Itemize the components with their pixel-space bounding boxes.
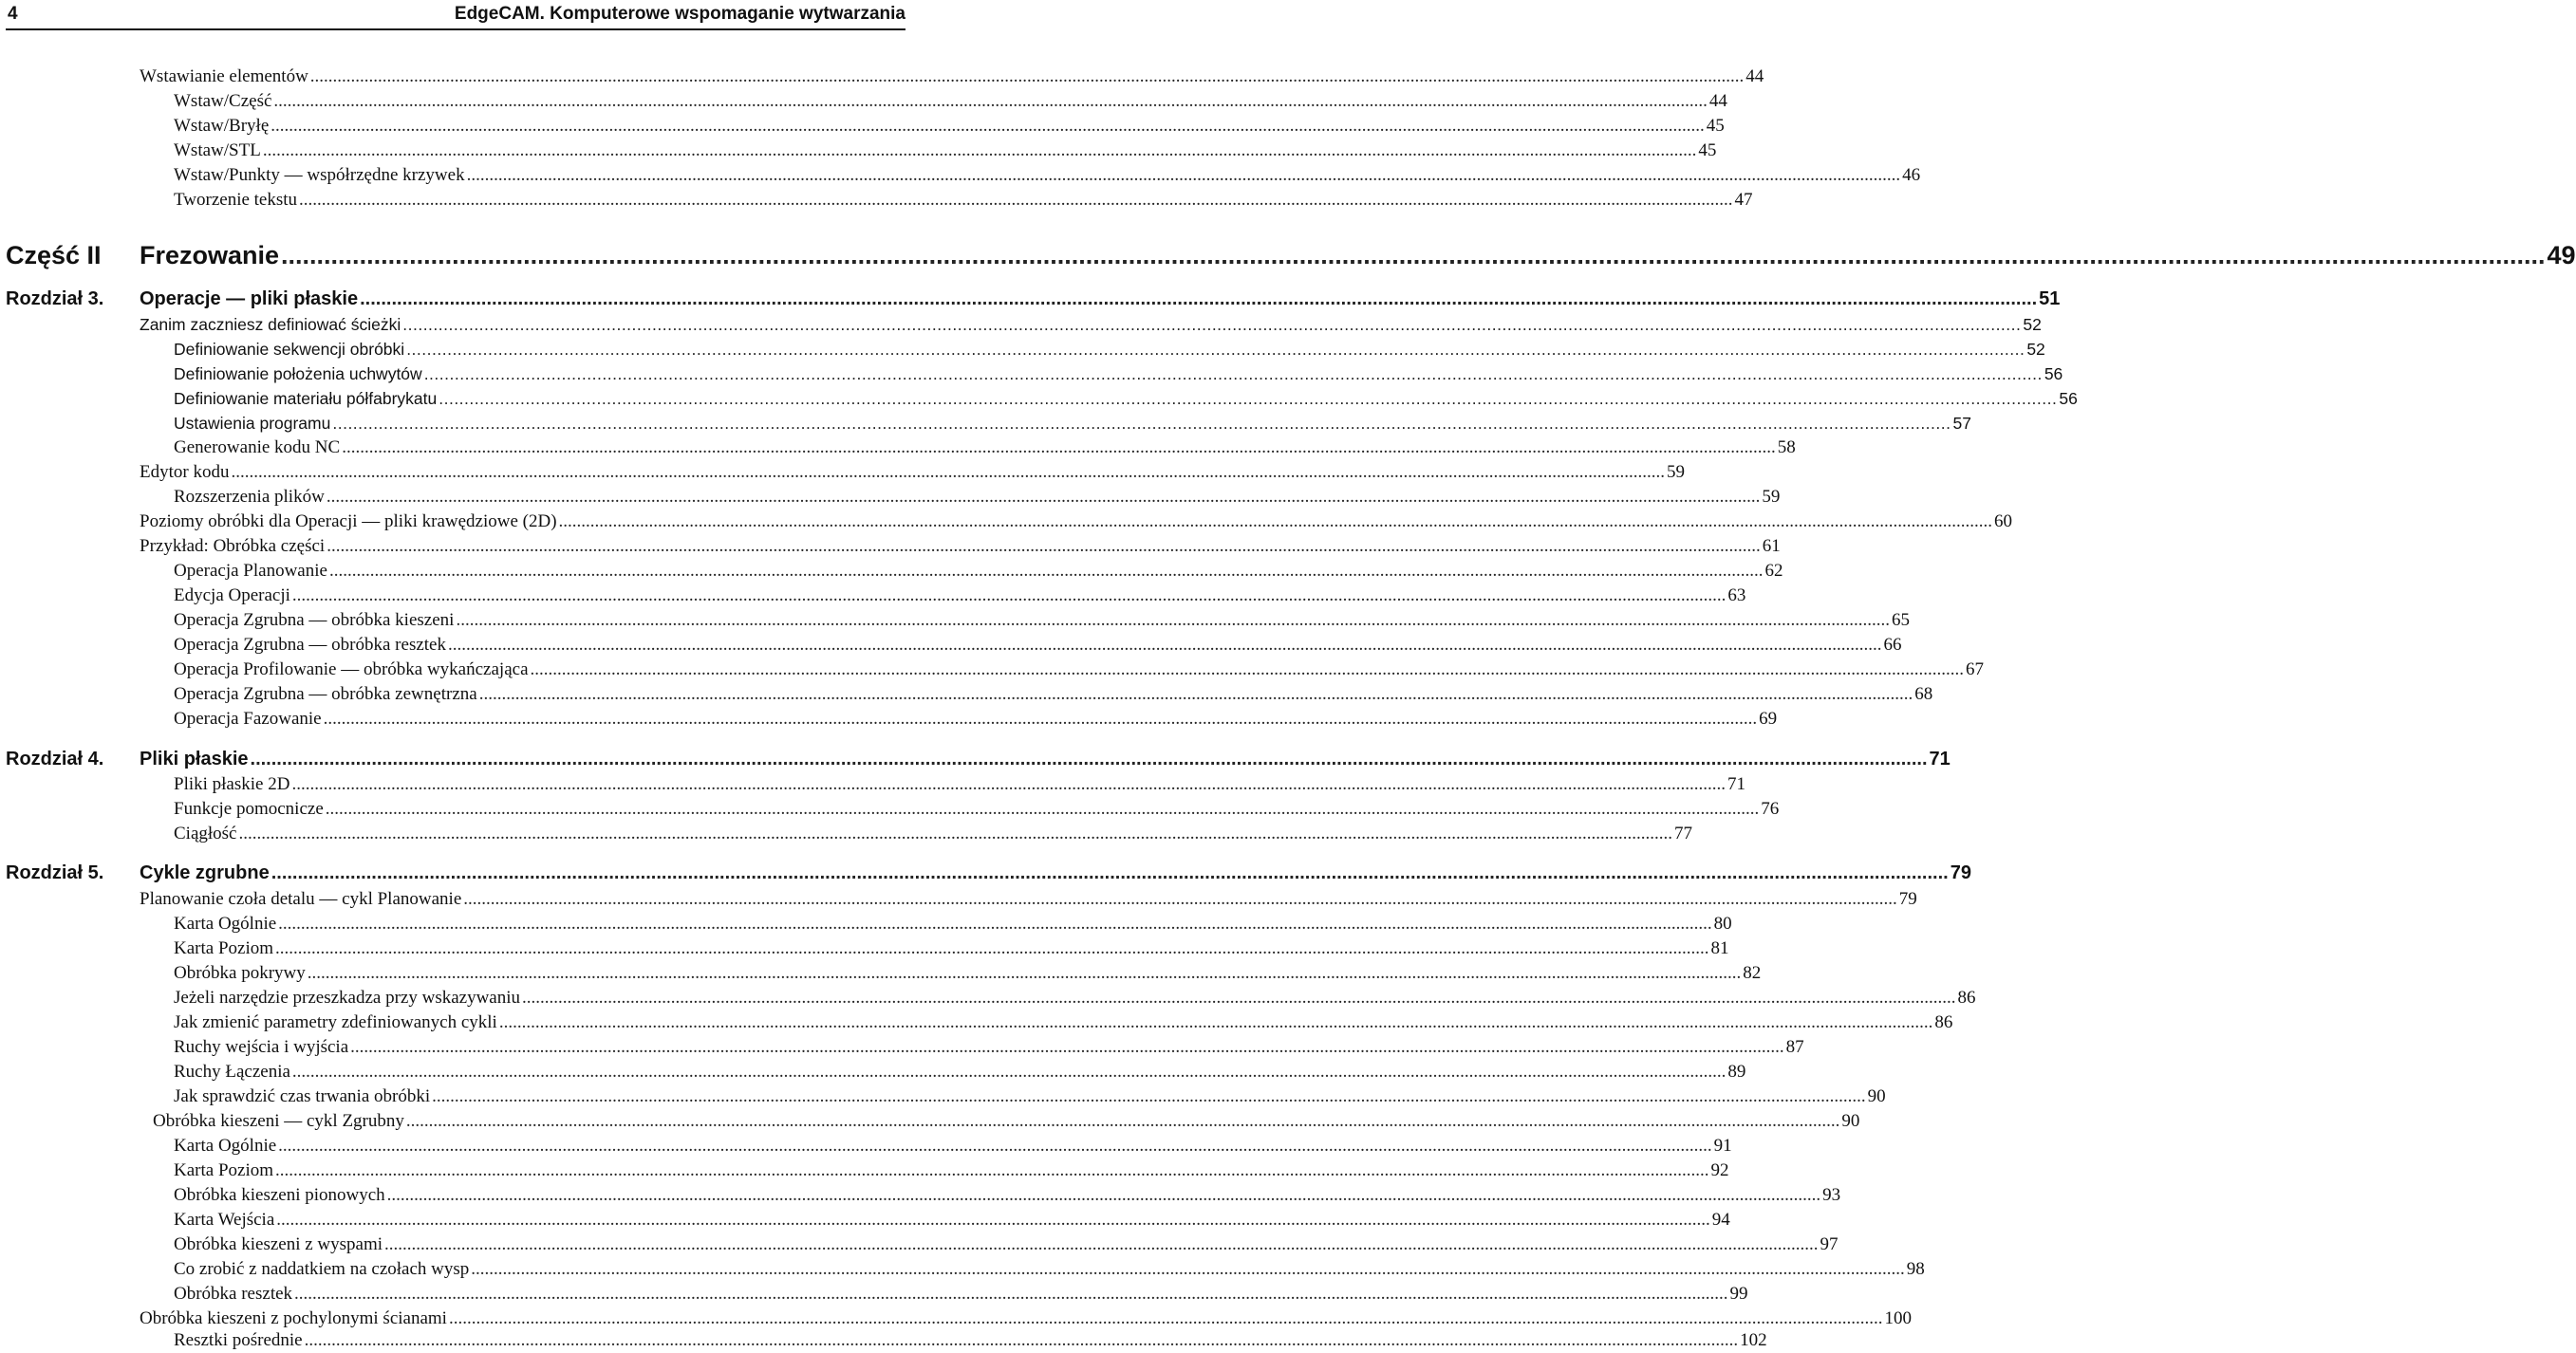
leader-dots	[305, 1328, 1739, 1353]
leader-dots	[531, 658, 1965, 682]
toc-entry[interactable]: Funkcje pomocnicze ..... 76	[0, 797, 1080, 822]
toc-entry[interactable]: Karta Poziom ..... 81	[0, 936, 1080, 961]
part-title: Frezowanie	[140, 241, 280, 269]
toc-entry[interactable]: Wstaw/Punkty — współrzędne krzywek ..... 46	[0, 163, 1080, 188]
toc-entry[interactable]: Ruchy wejścia i wyjścia ..... 87	[0, 1035, 1080, 1060]
page-ref: 71	[1727, 774, 1745, 794]
toc-entry[interactable]: Resztki pośrednie ..... 102	[0, 1328, 1080, 1353]
leader-dots	[360, 285, 2037, 313]
page-ref: 65	[1891, 610, 1910, 630]
leader-dots	[292, 584, 1727, 608]
toc-entry[interactable]: Karta Ogólnie ..... 91	[0, 1134, 1080, 1158]
page-ref: 97	[1820, 1234, 1839, 1254]
page-ref: 76	[1761, 799, 1780, 819]
leader-dots	[424, 361, 2043, 386]
toc-entry[interactable]: Definiowanie materiału półfabrykatu ..... 56	[0, 386, 1080, 411]
leader-dots	[456, 608, 1890, 633]
page-ref: 81	[1710, 938, 1729, 958]
page-ref: 47	[1734, 190, 1753, 210]
page-header	[6, 0, 905, 30]
leader-dots	[329, 559, 1764, 584]
page-ref: 79	[1950, 862, 1971, 883]
page-ref: 86	[1957, 988, 1976, 1008]
leader-dots	[251, 745, 1928, 773]
page-ref: 44	[1745, 66, 1764, 86]
page-ref: 60	[1994, 511, 2013, 531]
page-ref: 46	[1902, 165, 1921, 185]
leader-dots	[432, 1084, 1866, 1109]
toc-entry[interactable]: Operacja Zgrubna — obróbka kieszeni ..... 65	[0, 608, 1080, 633]
page-ref: 59	[1666, 462, 1685, 482]
leader-dots	[273, 89, 1708, 114]
toc-entry[interactable]: Operacja Zgrubna — obróbka zewnętrzna ..... 68	[0, 682, 1080, 707]
page-ref: 102	[1740, 1330, 1767, 1350]
page-ref: 79	[1898, 889, 1917, 909]
page-ref: 56	[2059, 389, 2078, 408]
toc-entry[interactable]: Edycja Operacji ..... 63	[0, 584, 1080, 608]
page-ref: 44	[1708, 91, 1727, 111]
toc-entry[interactable]: Wstaw/STL ..... 45	[0, 139, 1080, 163]
toc-entry[interactable]: Karta Poziom ..... 92	[0, 1158, 1080, 1183]
page-ref: 98	[1906, 1259, 1925, 1279]
chapter-title: Operacje — pliki płaskie	[140, 288, 359, 309]
leader-dots	[275, 1158, 1709, 1183]
toc-entry[interactable]: Obróbka kieszeni pionowych ..... 93	[0, 1183, 1080, 1208]
leader-dots	[263, 139, 1697, 163]
leader-dots	[276, 1208, 1710, 1233]
leader-dots	[448, 633, 1882, 658]
toc-entry[interactable]: Karta Wejścia ..... 94	[0, 1208, 1080, 1233]
page-ref: 69	[1759, 709, 1778, 729]
page-ref: 92	[1710, 1160, 1729, 1180]
toc-entry[interactable]: Obróbka kieszeni z pochylonymi ścianami ..... 100	[0, 1307, 1046, 1331]
leader-dots	[271, 114, 1705, 139]
toc-entry[interactable]: Karta Ogólnie ..... 80	[0, 912, 1080, 936]
page-ref: 45	[1698, 140, 1717, 160]
leader-dots	[467, 163, 1901, 188]
page-ref: 52	[2026, 340, 2045, 359]
leader-dots	[332, 411, 1951, 436]
page-ref: 90	[1841, 1111, 1860, 1131]
page-ref: 82	[1743, 963, 1762, 983]
leader-dots	[479, 682, 1913, 707]
leader-dots	[327, 485, 1761, 510]
part-label: Część II	[6, 241, 102, 269]
toc-entry[interactable]: Operacja Zgrubna — obróbka resztek ..... 66	[0, 633, 1080, 658]
page-ref: 56	[2044, 364, 2063, 383]
page-ref: 51	[2039, 288, 2061, 309]
leader-dots	[350, 1035, 1784, 1060]
page-ref: 63	[1727, 585, 1746, 605]
toc-entry[interactable]: Ruchy Łączenia ..... 89	[0, 1060, 1080, 1084]
leader-dots	[406, 337, 2025, 361]
page-ref: 59	[1762, 487, 1781, 507]
leader-dots	[310, 65, 1745, 89]
page-ref: 100	[1884, 1308, 1912, 1328]
leader-dots	[522, 986, 1956, 1010]
leader-dots	[402, 312, 2021, 337]
page-ref: 62	[1764, 561, 1783, 581]
page-ref: 99	[1729, 1284, 1748, 1304]
toc-entry[interactable]: Edytor kodu ..... 59	[0, 460, 1046, 485]
leader-dots	[231, 460, 1665, 485]
leader-dots	[387, 1183, 1821, 1208]
page-ref: 87	[1785, 1037, 1804, 1057]
page-ref: 71	[1929, 749, 1951, 769]
leader-dots	[439, 386, 2057, 411]
leader-dots	[463, 887, 1897, 912]
toc-entry[interactable]: Operacja Planowanie ..... 62	[0, 559, 1080, 584]
chapter-label: Rozdział 3.	[6, 288, 104, 309]
leader-dots	[326, 797, 1760, 822]
toc-entry[interactable]: Rozszerzenia plików ..... 59	[0, 485, 1080, 510]
toc-entry[interactable]: Ustawienia programu ..... 57	[0, 411, 1080, 436]
toc-entry[interactable]: Obróbka resztek ..... 99	[0, 1282, 1080, 1307]
page-ref: 49	[2547, 241, 2576, 269]
leader-dots	[294, 1282, 1728, 1307]
page-ref: 57	[1952, 414, 1971, 433]
leader-dots	[471, 1257, 1905, 1282]
toc-chapter-heading[interactable]	[0, 285, 2061, 313]
leader-dots	[278, 1134, 1712, 1158]
toc-chapter-heading[interactable]	[0, 745, 1951, 773]
page-ref: 90	[1867, 1086, 1886, 1106]
page-ref: 94	[1711, 1210, 1730, 1230]
leader-dots	[406, 1109, 1840, 1134]
toc-entry[interactable]: Przykład: Obróbka części ..... 61	[0, 534, 1046, 559]
leader-dots	[278, 912, 1712, 936]
toc-entry[interactable]: Wstaw/Bryłę ..... 45	[0, 114, 1080, 139]
toc-entry[interactable]: Pliki płaskie 2D ..... 71	[0, 772, 1080, 797]
leader-dots	[342, 436, 1776, 460]
page-ref: 77	[1674, 824, 1692, 843]
page-ref: 89	[1727, 1062, 1746, 1082]
page-ref: 80	[1713, 914, 1732, 934]
leader-dots	[292, 1060, 1727, 1084]
page-ref: 61	[1762, 536, 1781, 556]
toc-entry[interactable]: Generowanie kodu NC ..... 58	[0, 436, 1080, 460]
leader-dots	[281, 238, 2545, 272]
leader-dots	[299, 188, 1733, 213]
chapter-title: Pliki płaskie	[140, 749, 249, 769]
chapter-label: Rozdział 5.	[6, 862, 104, 883]
leader-dots	[384, 1233, 1819, 1257]
toc-entry[interactable]: Definiowanie sekwencji obróbki ..... 52	[0, 337, 1080, 361]
toc-entry[interactable]: Obróbka kieszeni z wyspami ..... 97	[0, 1233, 1080, 1257]
leader-dots	[308, 961, 1742, 986]
toc-entry[interactable]: Operacja Fazowanie ..... 69	[0, 707, 1080, 732]
page-ref: 66	[1883, 635, 1902, 655]
toc-entry[interactable]: Planowanie czoła detalu — cykl Planowanie ..... 79	[0, 887, 1046, 912]
chapter-title: Cykle zgrubne	[140, 862, 270, 883]
page-ref: 68	[1914, 684, 1933, 704]
toc-entry[interactable]: Obróbka pokrywy ..... 82	[0, 961, 1080, 986]
toc-entry[interactable]: Jak zmienić parametry zdefiniowanych cykli ..... 86	[0, 1010, 1080, 1035]
page-ref: 67	[1966, 659, 1984, 679]
toc-entry[interactable]: Definiowanie położenia uchwytów ..... 56	[0, 361, 1080, 386]
leader-dots	[559, 510, 1993, 534]
chapter-label: Rozdział 4.	[6, 749, 104, 769]
toc-entry[interactable]: Wstawianie elementów ..... 44	[0, 65, 1046, 89]
leader-dots	[239, 822, 1673, 846]
page-ref: 58	[1777, 437, 1796, 457]
toc-entry[interactable]: Ciągłość ..... 77	[0, 822, 1080, 846]
toc-chapter-heading[interactable]	[0, 859, 1971, 887]
leader-dots	[271, 859, 1949, 887]
page-number: 4	[8, 4, 18, 24]
leader-dots	[327, 534, 1761, 559]
toc-entry[interactable]: Obróbka kieszeni — cykl Zgrubny ..... 90	[0, 1109, 1059, 1134]
page-ref: 91	[1713, 1136, 1732, 1156]
toc-entry[interactable]: Poziomy obróbki dla Operacji — pliki krawędziowe (2D) ..... 60	[0, 510, 1046, 534]
toc-entry[interactable]: Co zrobić z naddatkiem na czołach wysp ..... 98	[0, 1257, 1080, 1282]
page-ref: 86	[1934, 1012, 1953, 1032]
toc-entry[interactable]: Jak sprawdzić czas trwania obróbki ..... 90	[0, 1084, 1080, 1109]
toc-part-heading[interactable]	[0, 238, 2576, 272]
running-title: EdgeCAM. Komputerowe wspomaganie wytwarzania	[454, 4, 905, 24]
leader-dots	[499, 1010, 1933, 1035]
toc-entry[interactable]: Operacja Profilowanie — obróbka wykańczająca ..... 67	[0, 658, 1080, 682]
page-ref: 52	[2023, 315, 2042, 334]
toc-entry[interactable]: Tworzenie tekstu ..... 47	[0, 188, 1080, 213]
page-ref: 45	[1706, 116, 1725, 136]
toc-entry[interactable]: Zanim zaczniesz definiować ścieżki ..... 52	[0, 312, 1046, 337]
page-ref: 93	[1822, 1185, 1841, 1205]
toc-entry[interactable]: Jeżeli narzędzie przeszkadza przy wskazywaniu ..... 86	[0, 986, 1080, 1010]
leader-dots	[324, 707, 1758, 732]
leader-dots	[291, 772, 1726, 797]
leader-dots	[275, 936, 1709, 961]
toc-entry[interactable]: Wstaw/Część ..... 44	[0, 89, 1080, 114]
